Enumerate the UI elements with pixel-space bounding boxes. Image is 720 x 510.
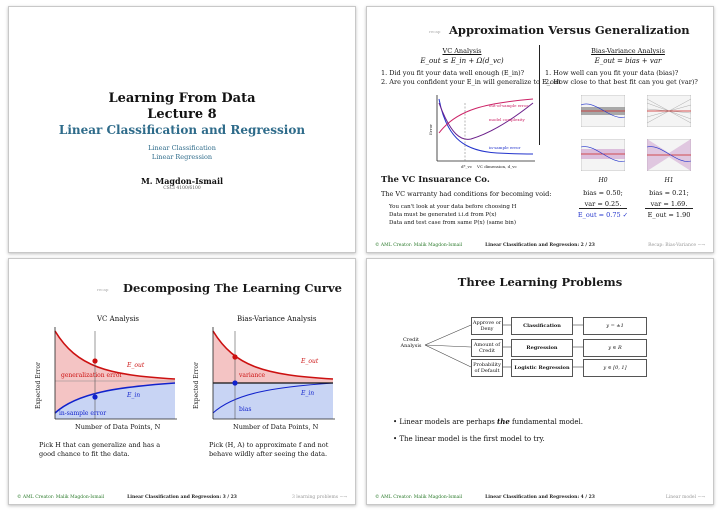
footer-next-link[interactable]: 3 learning problems −→ [291,495,347,500]
variance-region [213,331,333,383]
eout-label: E_out [301,358,319,365]
bv-learning-curve [205,327,335,423]
gen-error-label: generalization error [61,372,123,379]
footer-credit: © AML Creator: Malik Magdon-Ismail [375,243,463,248]
h1-fit-plot [647,95,691,127]
vc-learning-curve [47,327,177,423]
h0-avg-plot [581,139,625,171]
department: CSCI 4100/6100 [163,186,201,191]
slide-learning-curve[interactable] [8,258,356,505]
slide-title: Decomposing The Learning Curve [123,281,342,295]
curve-label: out-of-sample error [489,103,529,108]
variance-label: variance [239,372,266,379]
topic-item: Linear Regression [151,153,213,161]
footer-credit: © AML Creator: Malik Magdon-Ismail [17,495,105,500]
eout-point [232,354,237,359]
vc-caption: Pick H that can generalize and has a good chance to fit the data. [39,441,161,458]
bullet-text: The linear model is the first model to try. [399,435,545,443]
footer-page: Linear Classification and Regression: 2 / 23 [485,243,595,248]
decision-node: Approve or Deny [471,317,503,335]
insurance-condition: Data must be generated i.i.d from P(x) [389,212,497,218]
eout-point [92,358,97,363]
footer-page: Linear Classification and Regression: 4 / 23 [485,495,595,500]
h0-eout: E_out = 0.75 ✓ [577,211,629,219]
slide-footer [9,492,355,504]
bullet-icon: • [393,418,398,426]
bv-heading: Bias-Variance Analysis [591,47,665,55]
bv-heading: Bias-Variance Analysis [237,315,317,323]
eout-label: E_out [127,362,145,369]
lecture-number: Lecture 8 [147,107,217,122]
decision-node: Amount of Credit [471,339,503,357]
recap-tag: recap [97,287,109,292]
slide-footer [367,492,713,504]
bv-question: 1. How well can you fit your data (bias)? [545,69,679,77]
slide-title[interactable] [8,6,356,253]
output-node: y ∈ R [583,339,647,357]
bv-question: 2. How close to that best fit can you get (var)? [545,78,698,86]
recap-tag: recap [429,29,441,34]
h0-var: var = 0.25. [584,200,622,208]
vc-equation: E_out ≤ E_in + Ω(d_vc) [420,57,504,65]
author-name: M. Magdon-Ismail [140,176,224,186]
ein-point [92,394,97,399]
slide-approx-vs-generalization[interactable] [366,6,714,253]
topic-item: Linear Classification [148,144,216,152]
h1-avg-plot [647,139,691,171]
root-node: Credit Analysis [400,337,422,349]
vc-curve-plot [427,93,537,171]
ein-label: E_in [301,390,315,397]
vc-heading: VC Analysis [97,315,139,323]
h0-fit-plot [581,95,625,127]
h1-label: H1 [664,177,674,184]
bias-point [232,380,237,385]
insurance-condition: You can't look at your data before choosing H [389,204,517,210]
lecture-subtitle: Linear Classification and Regression [58,123,306,137]
vc-heading: VC Analysis [442,47,482,55]
vc-question: 1. Did you fit your data well enough (E_in)? [381,69,525,77]
y-axis-label: Expected Error [193,362,200,409]
y-axis-label: Expected Error [35,362,42,409]
x-label: VC dimension, d_vc [477,164,517,169]
x-tick: d*_vc [461,164,473,169]
footer-next-link[interactable]: Linear model −→ [665,495,705,500]
output-node: y ∈ [0, 1] [583,359,647,377]
h1-eout: E_out = 1.90 [647,211,691,219]
method-node: Logistic Regression [511,359,573,377]
column-divider [539,45,540,145]
output-node: y = ±1 [583,317,647,335]
bullet-item [393,435,545,443]
course-title: Learning From Data [108,91,256,106]
insurance-title: The VC Insuarance Co. [381,175,490,185]
emphasis: the [497,417,510,426]
vc-question: 2. Are you confident your E_in will generalize to E_out [381,78,561,86]
slide-title: Three Learning Problems [457,275,623,289]
bv-caption: Pick (H, A) to approximate f and not behave wildly after seeing the data. [209,441,329,458]
bullet-text: Linear models are perhaps [399,418,498,426]
curve-label: model complexity [489,117,525,122]
footer-page: Linear Classification and Regression: 3 / 23 [127,495,237,500]
x-axis-label: Number of Data Points, N [233,423,319,431]
ein-label: E_in [127,392,141,399]
footer-next-link[interactable]: Recap: Bias-Variance −→ [648,243,705,248]
insurance-condition: Data and test case from same P(x) (same bin) [389,220,516,226]
bullet-icon: • [393,435,398,443]
bv-equation: E_out = bias + var [594,57,662,65]
insurance-intro: The VC warranty had conditions for becoming void: [381,190,552,198]
slide-three-problems[interactable] [366,258,714,505]
method-node: Classification [511,317,573,335]
h0-bias: bias = 0.50; [583,189,623,197]
bias-label: bias [239,406,252,413]
method-node: Regression [511,339,573,357]
decision-node: Probability of Default [471,359,503,377]
problem-diagram-arrows [367,259,713,504]
footer-credit: © AML Creator: Malik Magdon-Ismail [375,495,463,500]
y-label: Error [428,123,433,135]
x-axis-label: Number of Data Points, N [75,423,161,431]
bullet-item [393,417,583,426]
h0-label: H0 [598,177,608,184]
bullet-text: fundamental model. [509,418,583,426]
slide-footer [367,240,713,252]
curve-label: in-sample error [489,145,521,150]
slide-title: Approximation Versus Generalization [449,23,690,37]
h1-var: var = 1.69. [650,200,688,208]
h1-bias: bias = 0.21; [649,189,689,197]
in-sample-label: in-sample error [59,410,107,417]
